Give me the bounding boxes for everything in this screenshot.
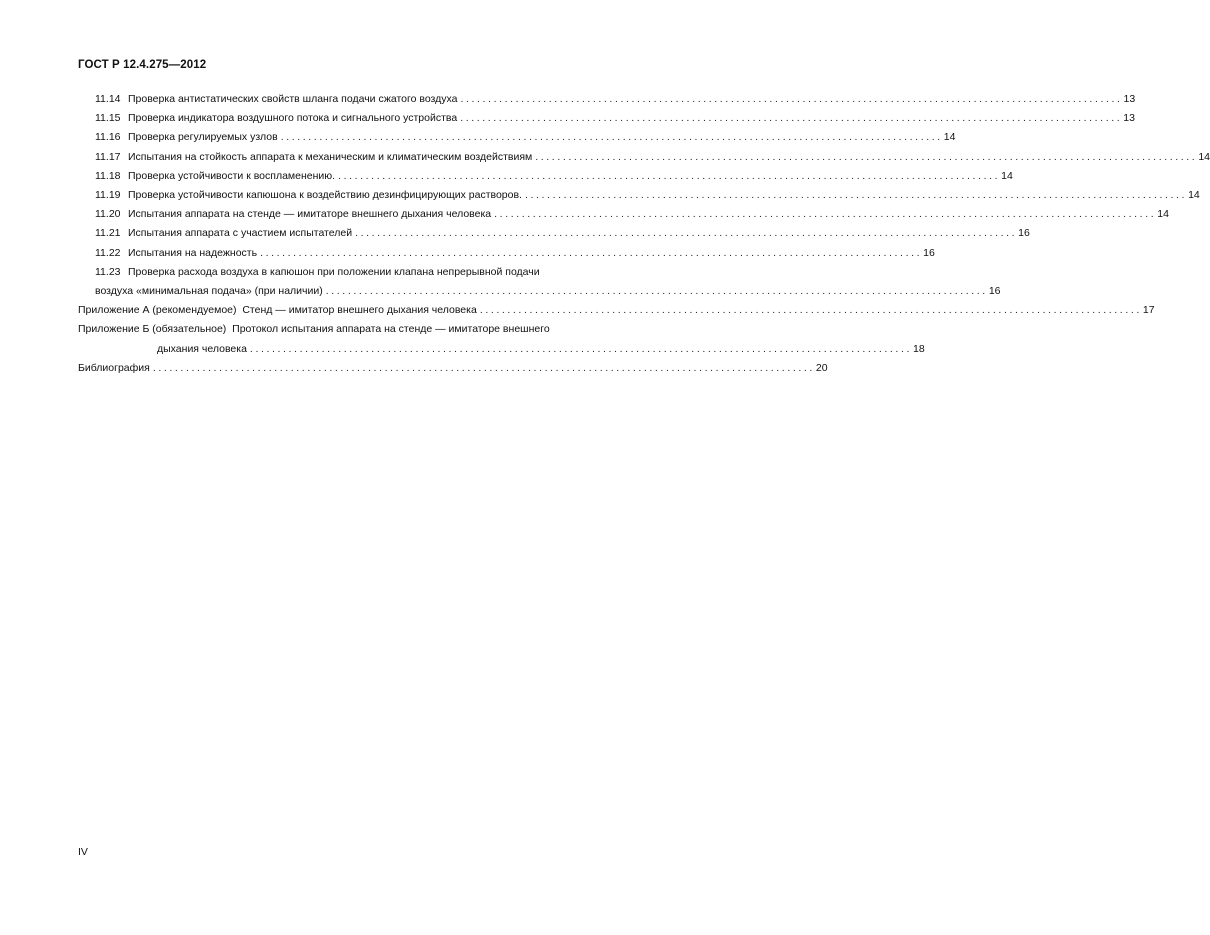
document-header: ГОСТ Р 12.4.275—2012: [78, 59, 207, 71]
toc-title: Проверка антистатических свойств шланга подачи сжатого воздуха: [128, 93, 458, 105]
toc-entry-11-17[interactable]: [78, 148, 1210, 167]
dot-leader: ........................................................................................................................: [494, 208, 1157, 221]
toc-title-line2: воздуха «минимальная подача» (при наличии): [95, 285, 323, 298]
toc-number: 11.18: [95, 169, 121, 182]
toc-page: 14: [1157, 208, 1169, 221]
toc-entry-bibliography[interactable]: [78, 359, 828, 378]
dot-leader: ........................................................................................................................: [524, 189, 1188, 202]
bibliography-title: Библиография: [78, 361, 150, 374]
toc-entry-appendix-a[interactable]: [78, 301, 1155, 320]
toc-number: 11.23: [95, 265, 121, 278]
appendix-title-line2: дыхания человека: [157, 342, 247, 355]
toc-entry-11-15[interactable]: [78, 109, 1135, 128]
toc-title: Проверка регулируемых узлов: [128, 131, 278, 144]
toc-number: 11.19: [95, 189, 121, 202]
page-number: IV: [78, 846, 88, 858]
toc-entry-11-16[interactable]: [78, 128, 956, 147]
toc-page: 14: [1188, 189, 1200, 202]
toc-title: Испытания на надежность: [128, 246, 258, 259]
toc-page: 16: [988, 285, 1001, 298]
appendix-title-line1: Протокол испытания аппарата на стенде — имитаторе внешнего: [232, 323, 550, 336]
dot-leader: ........................................................................................................................: [325, 285, 988, 298]
toc-page: 13: [1123, 93, 1136, 105]
toc-title: Проверка устойчивости капюшона к воздействию дезинфицирующих растворов.: [128, 189, 522, 202]
toc-entry-11-21[interactable]: [78, 224, 1030, 243]
toc-number: 11.21: [95, 227, 121, 240]
toc-entry-11-22[interactable]: [78, 244, 935, 263]
dot-leader: ........................................................................................................................: [460, 112, 1123, 125]
toc-entry-11-19[interactable]: [78, 186, 1200, 205]
dot-leader: ........................................................................................................................: [338, 169, 1001, 182]
dot-leader: ........................................................................................................................: [260, 246, 923, 259]
toc-entry-11-23[interactable]: [78, 263, 1001, 301]
toc-number: 11.14: [95, 93, 121, 105]
toc-page: 14: [1001, 169, 1013, 182]
toc-page: 17: [1142, 304, 1155, 317]
dot-leader: ........................................................................................................................: [479, 304, 1142, 317]
toc-entry-11-18[interactable]: [78, 167, 1013, 186]
appendix-label: Приложение А (рекомендуемое): [78, 304, 237, 317]
toc-number: 11.16: [95, 131, 121, 144]
appendix-label: Приложение Б (обязательное): [78, 323, 227, 336]
dot-leader: ........................................................................................................................: [535, 150, 1198, 163]
toc-number: 11.17: [95, 150, 121, 163]
toc-page: 16: [923, 246, 935, 259]
toc-title: Испытания на стойкость аппарата к механическим и климатическим воздействиям: [128, 150, 533, 163]
toc-title: Проверка устойчивости к воспламенению.: [128, 169, 336, 182]
toc-entry-appendix-b[interactable]: [78, 320, 925, 358]
toc-title: Испытания аппарата с участием испытателей: [128, 227, 353, 240]
toc-page: 18: [913, 342, 925, 355]
toc-title: Испытания аппарата на стенде — имитаторе внешнего дыхания человека: [128, 208, 492, 221]
dot-leader: ........................................................................................................................: [152, 361, 815, 374]
toc-entry-11-14[interactable]: [78, 90, 1136, 109]
appendix-title: Стенд — имитатор внешнего дыхания человека: [242, 304, 477, 317]
dot-leader: ........................................................................................................................: [460, 93, 1123, 105]
dot-leader: ........................................................................................................................: [249, 342, 912, 355]
table-of-contents: [78, 90, 1210, 378]
toc-entry-11-20[interactable]: [78, 205, 1169, 224]
toc-number: 11.20: [95, 208, 121, 221]
toc-title: Проверка индикатора воздушного потока и сигнального устройства: [128, 112, 458, 125]
dot-leader: ........................................................................................................................: [355, 227, 1018, 240]
toc-title-line1: Проверка расхода воздуха в капюшон при положении клапана непрерывной подачи: [128, 265, 540, 278]
dot-leader: ........................................................................................................................: [280, 131, 943, 144]
toc-page: 16: [1018, 227, 1030, 240]
toc-page: 13: [1123, 112, 1135, 125]
toc-number: 11.15: [95, 112, 121, 125]
toc-page: 14: [943, 131, 956, 144]
toc-number: 11.22: [95, 246, 121, 259]
toc-page: 14: [1198, 150, 1210, 163]
toc-page: 20: [815, 361, 828, 374]
